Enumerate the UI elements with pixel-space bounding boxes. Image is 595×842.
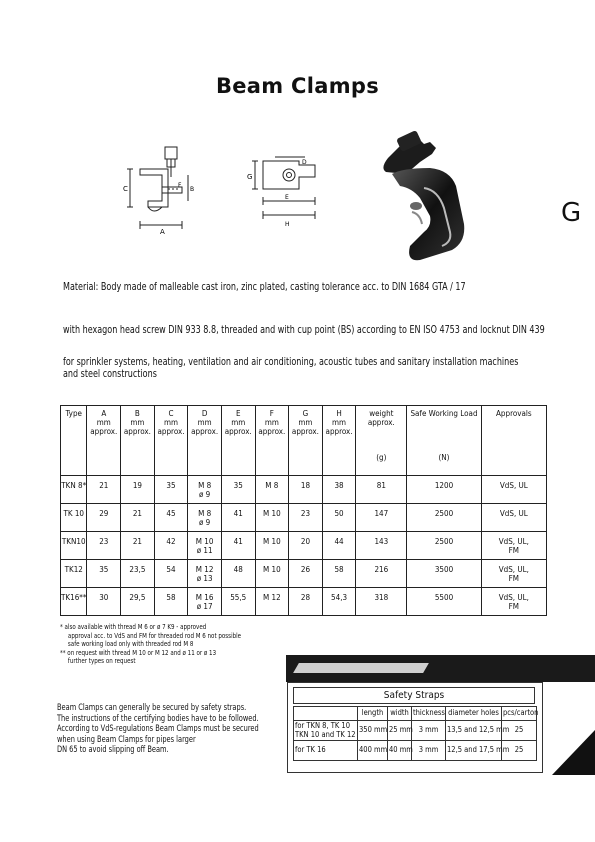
instruction-line: The instructions of the certifying bodies have to be followed. — [57, 712, 259, 723]
cell-c: 42 — [154, 532, 188, 560]
dim-a-label: A — [160, 228, 165, 235]
cell-h: 38 — [322, 476, 356, 504]
footnote: * also available with thread M 6 or ø 7 K9 - approved — [60, 623, 207, 631]
dim-g-label: G — [247, 173, 253, 181]
cell-approvals: VdS, UL, FM — [481, 532, 546, 560]
footnote: further types on request — [67, 657, 136, 666]
straps-col-header-pcs: pcs/carton — [502, 707, 537, 721]
straps-cell-width: 25 mm — [388, 721, 412, 741]
corner-triangle-decoration — [552, 730, 595, 775]
cell-weight: 143 — [356, 532, 407, 560]
col-header-approvals: Approvals — [481, 406, 546, 476]
straps-cell-types: for TKN 8, TK 10 TKN 10 and TK 12 — [295, 721, 356, 739]
safety-straps-banner — [286, 655, 595, 682]
safety-straps-title: Safety Straps — [293, 687, 535, 704]
col-header-d: D mm approx. — [188, 406, 222, 476]
cell-a: 21 — [87, 476, 121, 504]
col-header-type: Type — [61, 406, 87, 476]
instruction-line: According to VdS-regulations Beam Clamps must be secured — [57, 723, 259, 734]
cell-a: 23 — [87, 532, 121, 560]
straps-col-header-diameter-holes: diameter holes — [446, 707, 502, 721]
table-footnotes — [60, 623, 266, 666]
footnote: ** on request with thread M 10 or M 12 and ø 11 or ø 13 — [60, 648, 217, 657]
cell-g: 20 — [289, 532, 323, 560]
straps-header-row — [294, 707, 537, 721]
cell-type: TK16** — [61, 588, 87, 616]
straps-cell-thickness: 3 mm — [412, 721, 446, 741]
cell-b: 23,5 — [121, 560, 155, 588]
cell-h: 58 — [322, 560, 356, 588]
cell-c: 35 — [154, 476, 188, 504]
cell-d: M 8 ø 9 — [188, 504, 222, 532]
table-row — [294, 721, 537, 741]
cell-load: 3500 — [407, 560, 481, 588]
dim-e-label: E — [285, 194, 289, 201]
safety-strap-instructions — [57, 702, 286, 755]
cell-h: 50 — [322, 504, 356, 532]
cell-d: M 12 ø 13 — [188, 560, 222, 588]
safety-straps-table — [293, 706, 537, 761]
col-header-b: B mm approx. — [121, 406, 155, 476]
straps-cell-holes: 13,5 and 12,5 mm — [446, 721, 502, 741]
section-letter: G — [561, 198, 582, 228]
straps-cell-types: for TK 16 — [294, 741, 358, 761]
screw-description: with hexagon head screw DIN 933 8.8, threaded and with cup point (BS) according to EN ISO 4753 and locknut DIN 439 — [63, 324, 545, 336]
table-row — [61, 588, 547, 616]
cell-a: 29 — [87, 504, 121, 532]
clamp-front-view-drawing — [245, 155, 330, 230]
cell-a: 30 — [87, 588, 121, 616]
table-row — [294, 741, 537, 761]
straps-col-header — [294, 707, 358, 721]
instruction-line: DN 65 to avoid slipping off Beam. — [57, 744, 169, 755]
instruction-line: when using Beam Clamps for pipes larger — [57, 733, 196, 744]
cell-h: 54,3 — [322, 588, 356, 616]
dim-d-label: D — [302, 159, 307, 166]
cell-a: 35 — [87, 560, 121, 588]
cell-e: 41 — [221, 504, 255, 532]
cell-weight: 147 — [356, 504, 407, 532]
cell-e: 35 — [221, 476, 255, 504]
cell-load: 1200 — [407, 476, 481, 504]
cell-f: M 12 — [255, 588, 289, 616]
cell-h: 44 — [322, 532, 356, 560]
table-row — [61, 476, 547, 504]
dim-f-label: F — [178, 182, 182, 189]
cell-approvals: VdS, UL, FM — [481, 560, 546, 588]
beam-clamp-spec-table — [60, 405, 547, 616]
cell-g: 23 — [289, 504, 323, 532]
cell-weight: 318 — [356, 588, 407, 616]
table-header-row — [61, 406, 547, 476]
cell-b: 29,5 — [121, 588, 155, 616]
col-header-g: G mm approx. — [289, 406, 323, 476]
cell-c: 58 — [154, 588, 188, 616]
col-header-f: F mm approx. — [255, 406, 289, 476]
footnote: safe working load only with threaded rod M 8 — [67, 640, 194, 649]
straps-cell-thickness: 3 mm — [412, 741, 446, 761]
col-header-a: A mm approx. — [87, 406, 121, 476]
cell-g: 18 — [289, 476, 323, 504]
cell-type: TK 10 — [61, 504, 87, 532]
dim-c-label: C — [123, 185, 128, 193]
col-header-e: E mm approx. — [221, 406, 255, 476]
straps-cell-holes: 12,5 and 17,5 mm — [446, 741, 502, 761]
cell-type: TKN10 — [61, 532, 87, 560]
col-header-safe-working-load: Safe Working Load (N) — [407, 406, 481, 476]
cell-g: 26 — [289, 560, 323, 588]
straps-cell-length: 400 mm — [358, 741, 388, 761]
cell-d: M 10 ø 11 — [188, 532, 222, 560]
cell-b: 19 — [121, 476, 155, 504]
page-title: Beam Clamps — [215, 74, 380, 98]
footnote: approval acc. to VdS and FM for threaded rod M 6 not possible — [67, 631, 242, 640]
material-description: Material: Body made of malleable cast iron, zinc plated, casting tolerance acc. to DIN 1684 GTA / 17 — [63, 281, 466, 293]
clamp-side-view-drawing — [118, 145, 198, 235]
cell-approvals: VdS, UL — [481, 504, 546, 532]
cell-f: M 10 — [255, 504, 289, 532]
usage-description-line-2: and steel constructions — [63, 368, 157, 380]
cell-b: 21 — [121, 532, 155, 560]
cell-weight: 81 — [356, 476, 407, 504]
straps-cell-pcs: 25 — [502, 741, 537, 761]
cell-e: 55,5 — [221, 588, 255, 616]
dim-h-label: H — [285, 221, 290, 228]
cell-c: 45 — [154, 504, 188, 532]
col-header-weight: weight approx. (g) — [356, 406, 407, 476]
clamp-product-image — [372, 128, 472, 268]
cell-weight: 216 — [356, 560, 407, 588]
cell-e: 48 — [221, 560, 255, 588]
straps-cell-pcs: 25 — [502, 721, 537, 741]
table-row — [61, 532, 547, 560]
cell-load: 2500 — [407, 532, 481, 560]
table-row — [61, 504, 547, 532]
usage-description-line-1: for sprinkler systems, heating, ventilation and air conditioning, acoustic tubes and sanitary installation machines — [63, 356, 519, 368]
cell-load: 5500 — [407, 588, 481, 616]
banner-stripe — [293, 663, 429, 673]
cell-type: TK12 — [61, 560, 87, 588]
cell-e: 41 — [221, 532, 255, 560]
cell-d: M 8 ø 9 — [188, 476, 222, 504]
straps-cell-length: 350 mm — [358, 721, 388, 741]
cell-f: M 10 — [255, 532, 289, 560]
col-header-h: H mm approx. — [322, 406, 356, 476]
cell-type: TKN 8* — [61, 476, 87, 504]
cell-approvals: VdS, UL, FM — [481, 588, 546, 616]
straps-col-header-length: length — [358, 707, 388, 721]
table-row — [61, 560, 547, 588]
dim-b-label: B — [190, 186, 195, 193]
straps-col-header-width: width — [388, 707, 412, 721]
cell-c: 54 — [154, 560, 188, 588]
cell-d: M 16 ø 17 — [188, 588, 222, 616]
straps-cell-width: 40 mm — [388, 741, 412, 761]
cell-b: 21 — [121, 504, 155, 532]
cell-g: 28 — [289, 588, 323, 616]
straps-col-header-thickness: thickness — [412, 707, 446, 721]
instruction-line: Beam Clamps can generally be secured by safety straps. — [57, 702, 247, 712]
cell-f: M 8 — [255, 476, 289, 504]
cell-approvals: VdS, UL — [481, 476, 546, 504]
col-header-c: C mm approx. — [154, 406, 188, 476]
cell-load: 2500 — [407, 504, 481, 532]
cell-f: M 10 — [255, 560, 289, 588]
